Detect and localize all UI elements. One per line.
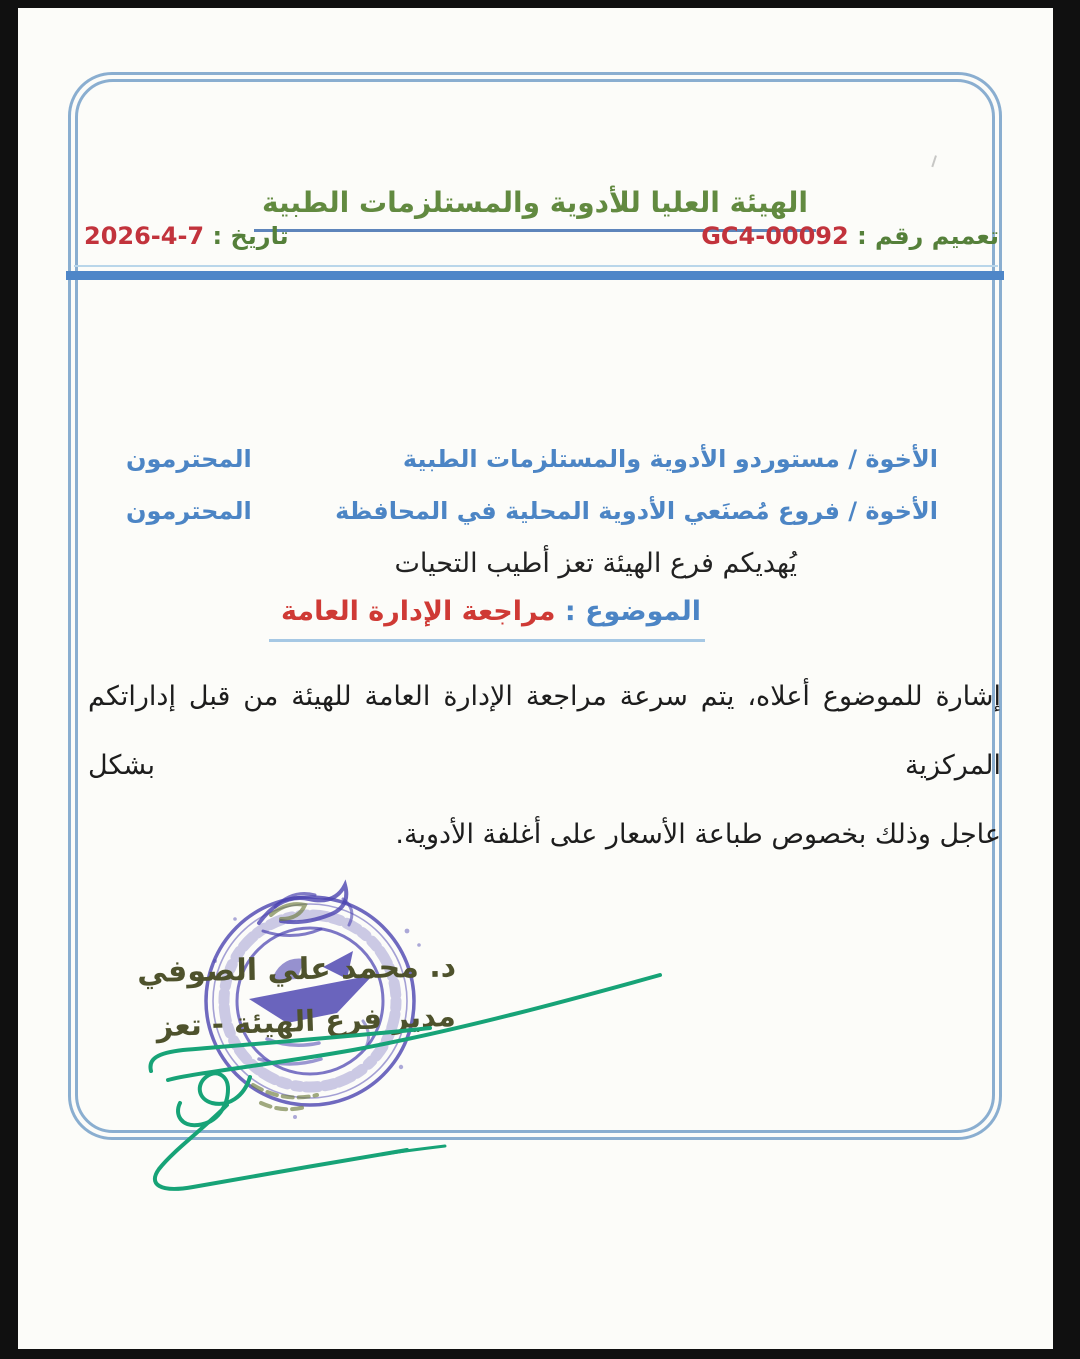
subject-line — [269, 596, 705, 642]
recipient-1-name: الأخوة / مستوردو الأدوية والمستلزمات الطبية — [402, 445, 938, 473]
body-line-2: عاجل وذلك بخصوص طباعة الأسعار على أغلفة الأدوية. — [395, 819, 1001, 850]
body-line-1: إشارة للموضوع أعلاه، يتم سرعة مراجعة الإدارة العامة للهيئة من قبل إداراتكم المركزية بشكل — [88, 681, 1001, 781]
date-label: تاريخ : — [212, 222, 289, 250]
header-divider-thin-line — [74, 265, 998, 267]
circular-number-label: تعميم رقم : — [857, 222, 999, 250]
body-paragraph — [88, 662, 1001, 869]
recipient-2-name: الأخوة / فروع مُصنَعي الأدوية المحلية في المحافظة — [335, 497, 938, 525]
recipient-line-2 — [68, 497, 1002, 525]
subject-value: مراجعة الإدارة العامة — [281, 596, 556, 627]
recipient-line-1 — [68, 445, 1002, 473]
document-page — [18, 8, 1053, 1349]
circular-number-value: GC4-00092 — [701, 222, 849, 250]
date-line — [84, 222, 289, 250]
recipient-1-honorific: المحترمون — [126, 445, 252, 473]
signer-title: مدير فرع الهيئة - تعز — [155, 998, 457, 1044]
signature-scribble — [115, 953, 695, 1208]
circular-number-line — [701, 222, 999, 250]
subject-label: الموضوع : — [564, 596, 701, 627]
signer-name: د. محمد علي الصوفي — [136, 949, 457, 990]
greeting-line: يُهديكم فرع الهيئة تعز أطيب التحيات — [394, 548, 797, 579]
subject-underlined — [269, 596, 705, 642]
date-value: 2026-4-7 — [84, 222, 205, 250]
organization-title-text: الهيئة العليا للأدوية والمستلزمات الطبية — [254, 186, 816, 232]
header-divider-bar — [66, 271, 1004, 280]
recipient-2-honorific: المحترمون — [126, 497, 252, 525]
